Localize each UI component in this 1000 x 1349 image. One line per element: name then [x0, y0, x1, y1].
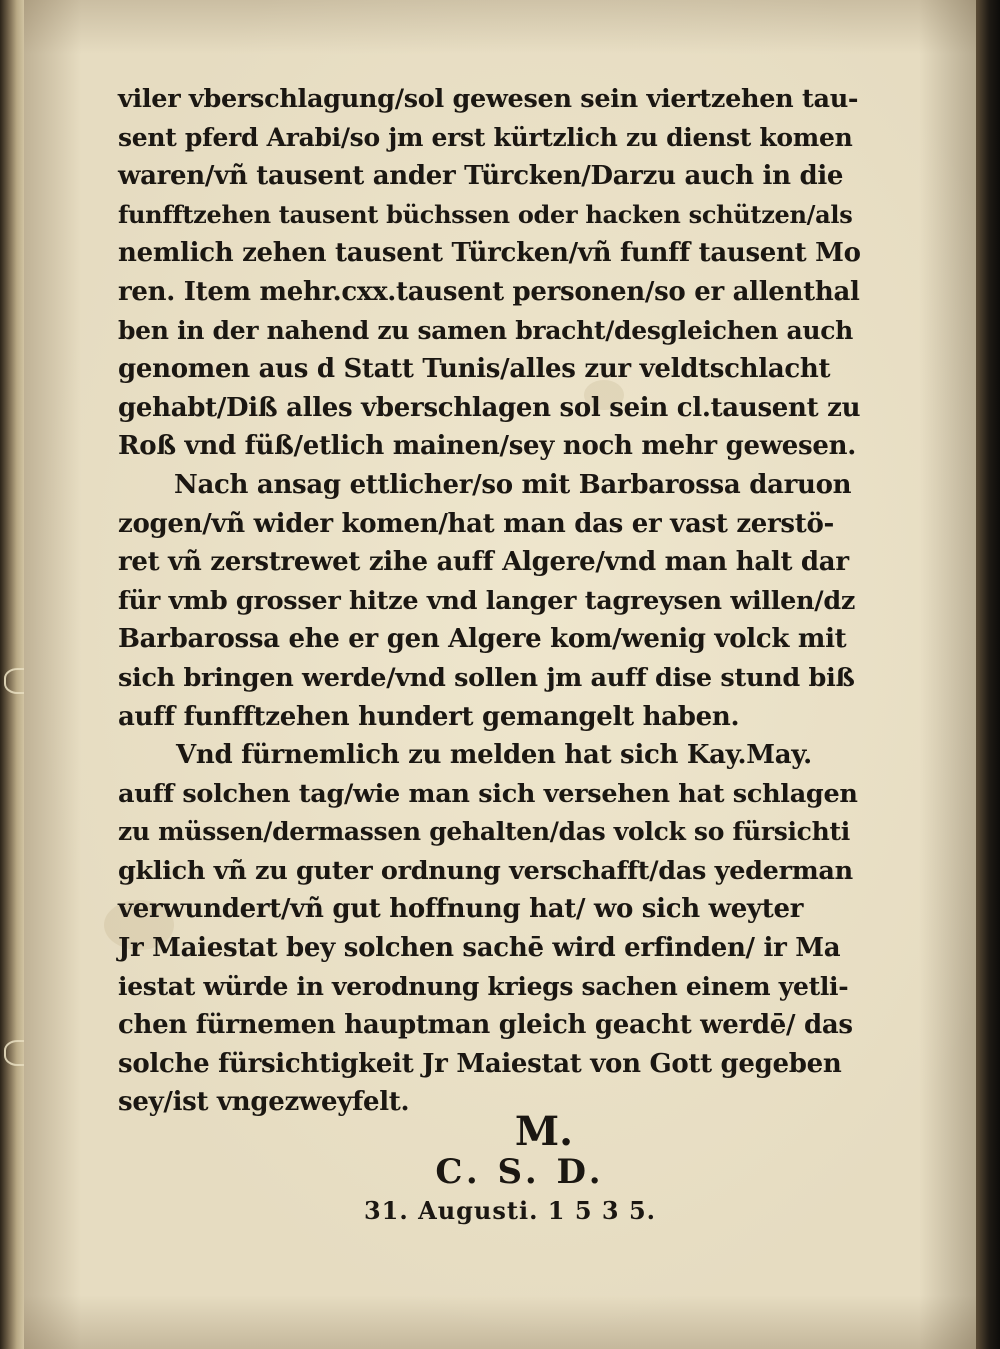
text-line: funfftzehen tausent büchssen oder hacken schützen/als: [118, 199, 853, 229]
text-line: auff funfftzehen hundert gemangelt haben.: [118, 701, 740, 732]
text-line: nemlich zehen tausent Türcken/vñ funff tausent Mo: [118, 238, 861, 269]
text-line: Jr Maiestat bey solchen sachē wird erfinden/ ir Ma: [118, 933, 841, 964]
text-line: gehabt/Diß alles vberschlagen sol sein cl.tausent zu: [118, 392, 861, 423]
signoff-abbreviation: C. S. D.: [435, 1152, 605, 1192]
text-line: genomen aus d Statt Tunis/alles zur veldtschlacht: [118, 354, 831, 385]
text-line: ret vñ zerstrewet zihe auff Algere/vnd man halt dar: [118, 547, 849, 578]
text-line: für vmb grosser hitze vnd langer tagreysen willen/dz: [118, 585, 856, 616]
signoff-date: 31. Augusti. 1 5 3 5.: [363, 1196, 657, 1225]
text-line: chen fürnemen hauptman gleich geacht werdē/ das: [118, 1010, 853, 1041]
text-line: ben in der nahend zu samen bracht/desgleichen auch: [118, 315, 854, 345]
signoff-initial: M.: [514, 1108, 574, 1155]
text-line: sich bringen werde/vnd sollen jm auff dise stund biß: [118, 662, 855, 693]
text-line: solche fürsichtigkeit Jr Maiestat von Gott gegeben: [118, 1048, 842, 1079]
paragraph-start-line: Nach ansag ettlicher/so mit Barbarossa daruon: [174, 469, 852, 500]
text-line: Barbarossa ehe er gen Algere kom/wenig volck mit: [118, 624, 847, 655]
text-line: ren. Item mehr.cxx.tausent personen/so er allenthal: [118, 276, 860, 307]
text-line: iestat würde in verodnung kriegs sachen einem yetli-: [118, 971, 849, 1001]
paragraph-start-line: Vnd fürnemlich zu melden hat sich Kay.May.: [176, 740, 812, 771]
text-line: auff solchen tag/wie man sich versehen hat schlagen: [118, 778, 858, 809]
text-line: zu müssen/dermassen gehalten/das volck so fürsichti: [118, 817, 850, 847]
text-line: sent pferd Arabi/so jm erst kürtzlich zu dienst komen: [118, 122, 853, 152]
text-line: viler vberschlagung/sol gewesen sein viertzehen tau-: [118, 84, 859, 114]
body-text: [118, 80, 862, 1122]
paper-sheet: [24, 0, 976, 1349]
text-line: sey/ist vngezweyfelt.: [118, 1087, 410, 1118]
text-line: waren/vñ tausent ander Türcken/Darzu auch in die: [118, 161, 844, 192]
text-line: gklich vñ zu guter ordnung verschafft/das yederman: [118, 855, 853, 886]
text-line: zogen/vñ wider komen/hat man das er vast zerstö-: [118, 508, 834, 539]
text-line: Roß vnd füß/etlich mainen/sey noch mehr gewesen.: [118, 431, 856, 462]
text-line: verwundert/vñ gut hoffnung hat/ wo sich weyter: [118, 894, 804, 925]
